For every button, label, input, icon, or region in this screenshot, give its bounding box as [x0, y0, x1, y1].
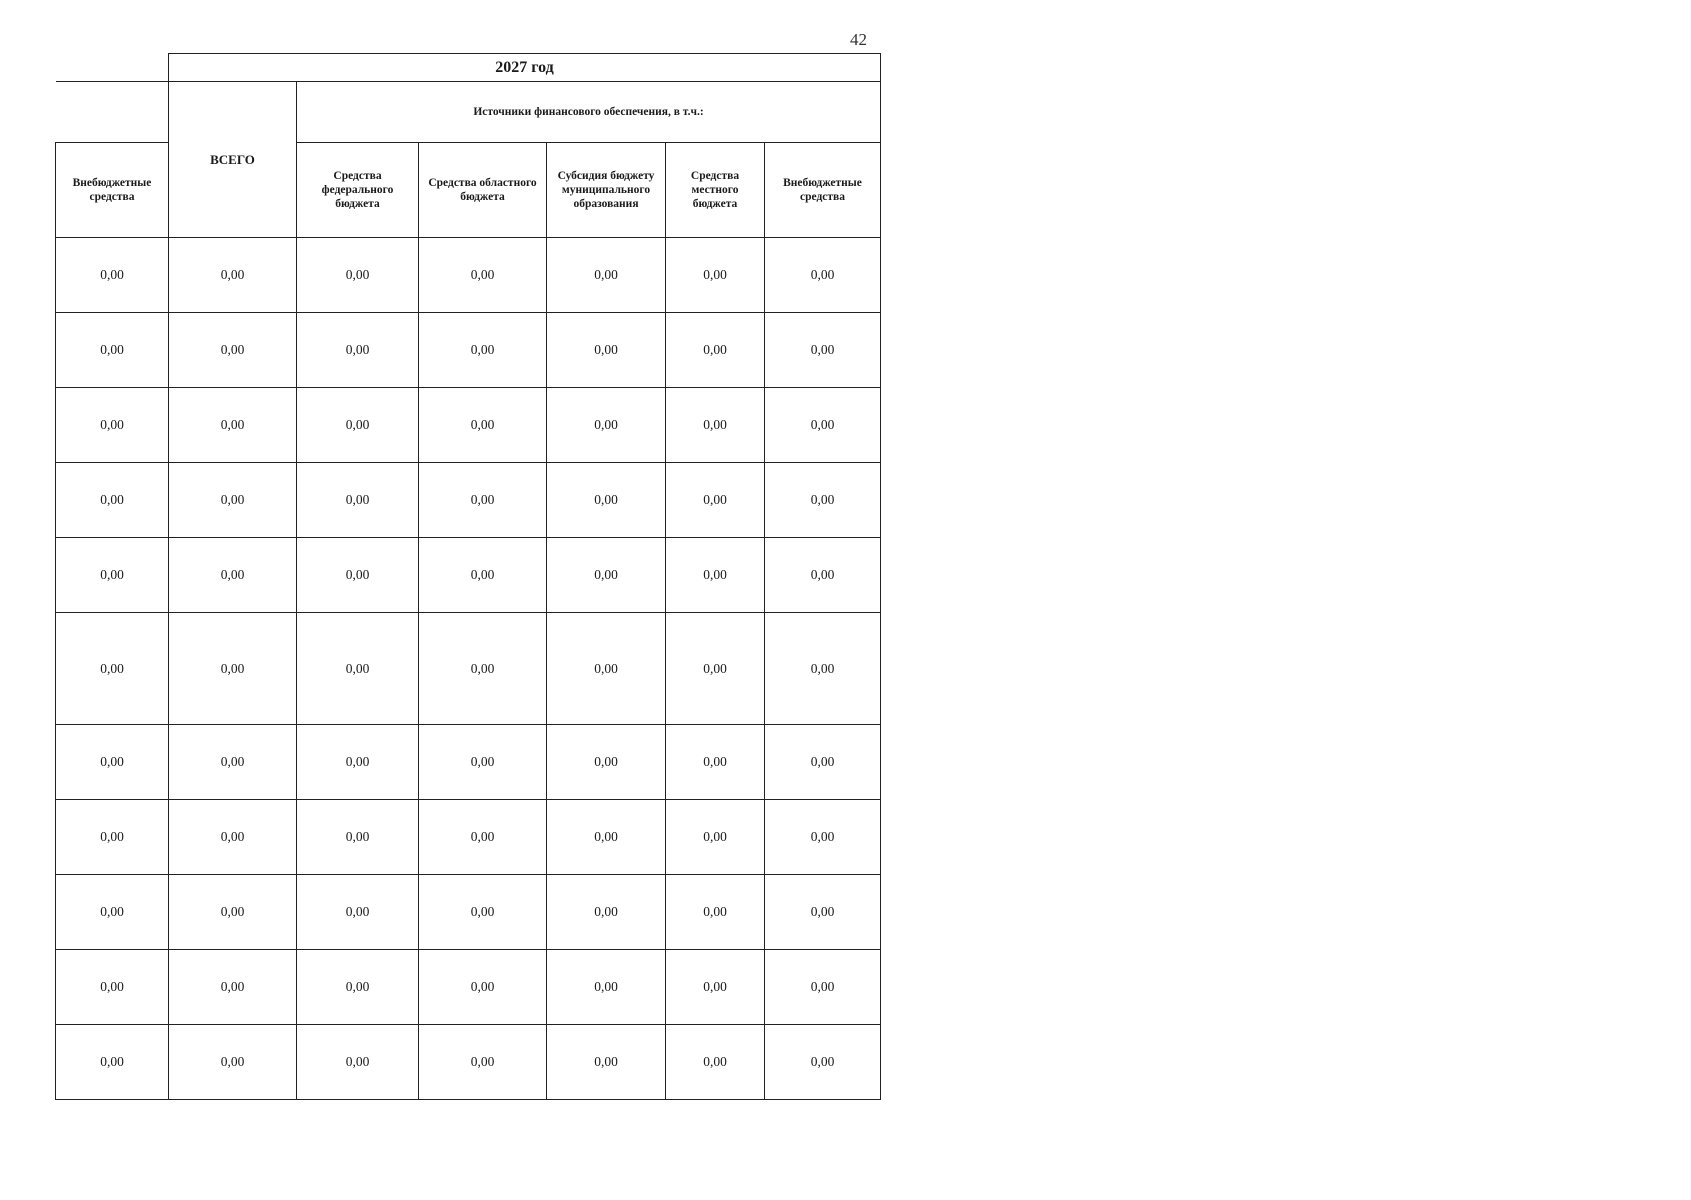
table-cell: 0,00 [765, 463, 881, 538]
total-header: ВСЕГО [169, 82, 297, 238]
table-cell: 0,00 [765, 388, 881, 463]
table-cell: 0,00 [547, 800, 666, 875]
table-cell: 0,00 [419, 388, 547, 463]
table-cell: 0,00 [169, 613, 297, 725]
table-row [56, 875, 881, 950]
table-cell: 0,00 [169, 1025, 297, 1100]
table-cell: 0,00 [547, 538, 666, 613]
table-cell: 0,00 [419, 538, 547, 613]
table-cell: 0,00 [765, 800, 881, 875]
table-cell: 0,00 [547, 313, 666, 388]
table-cell: 0,00 [547, 388, 666, 463]
table-cell: 0,00 [56, 538, 169, 613]
table-cell: 0,00 [547, 238, 666, 313]
table-cell: 0,00 [297, 875, 419, 950]
table-row [56, 238, 881, 313]
table-cell: 0,00 [765, 238, 881, 313]
table-cell: 0,00 [297, 388, 419, 463]
table-cell: 0,00 [765, 538, 881, 613]
sources-header: Источники финансового обеспечения, в т.ч.: [297, 82, 881, 143]
table-cell: 0,00 [666, 388, 765, 463]
table-cell: 0,00 [297, 1025, 419, 1100]
table-cell: 0,00 [666, 538, 765, 613]
table-cell: 0,00 [297, 238, 419, 313]
table-row [56, 313, 881, 388]
table-cell: 0,00 [666, 313, 765, 388]
table-cell: 0,00 [547, 1025, 666, 1100]
table-cell: 0,00 [419, 238, 547, 313]
column-header-subsidy: Субсидия бюджету муниципального образования [547, 143, 666, 238]
header-blank-cell [56, 82, 169, 143]
table-cell: 0,00 [56, 238, 169, 313]
table-cell: 0,00 [169, 725, 297, 800]
table-cell: 0,00 [56, 613, 169, 725]
table-row [56, 613, 881, 725]
table-cell: 0,00 [169, 875, 297, 950]
page-number: 42 [850, 30, 867, 49]
table-cell: 0,00 [56, 463, 169, 538]
table-cell: 0,00 [666, 800, 765, 875]
table-cell: 0,00 [169, 238, 297, 313]
table-cell: 0,00 [765, 613, 881, 725]
table-body [56, 238, 881, 1100]
table-cell: 0,00 [56, 313, 169, 388]
table-cell: 0,00 [765, 725, 881, 800]
table-cell: 0,00 [297, 463, 419, 538]
table-cell: 0,00 [419, 950, 547, 1025]
table-cell: 0,00 [56, 725, 169, 800]
table-cell: 0,00 [297, 313, 419, 388]
table-cell: 0,00 [297, 800, 419, 875]
table-cell: 0,00 [56, 950, 169, 1025]
table-cell: 0,00 [666, 725, 765, 800]
table-header [56, 54, 881, 238]
table-cell: 0,00 [765, 950, 881, 1025]
table-cell: 0,00 [547, 725, 666, 800]
table-cell: 0,00 [547, 613, 666, 725]
table-cell: 0,00 [765, 313, 881, 388]
table-cell: 0,00 [666, 950, 765, 1025]
table-cell: 0,00 [169, 313, 297, 388]
table-cell: 0,00 [56, 1025, 169, 1100]
table-cell: 0,00 [169, 463, 297, 538]
table-cell: 0,00 [666, 463, 765, 538]
table-cell: 0,00 [169, 538, 297, 613]
table-row [56, 388, 881, 463]
table-cell: 0,00 [419, 613, 547, 725]
table-row [56, 725, 881, 800]
table-cell: 0,00 [765, 875, 881, 950]
table-cell: 0,00 [419, 800, 547, 875]
table-cell: 0,00 [419, 1025, 547, 1100]
table-cell: 0,00 [666, 238, 765, 313]
table-cell: 0,00 [419, 875, 547, 950]
table-cell: 0,00 [765, 1025, 881, 1100]
column-header-offbudget-left: Внебюджетные средства [56, 143, 169, 238]
table-cell: 0,00 [666, 1025, 765, 1100]
table-cell: 0,00 [56, 800, 169, 875]
table-cell: 0,00 [169, 950, 297, 1025]
table-cell: 0,00 [666, 613, 765, 725]
table-cell: 0,00 [169, 800, 297, 875]
table-row [56, 950, 881, 1025]
table-cell: 0,00 [547, 463, 666, 538]
table-cell: 0,00 [547, 875, 666, 950]
table-row [56, 538, 881, 613]
header-blank-cell [56, 54, 169, 82]
table-cell: 0,00 [297, 725, 419, 800]
table-cell: 0,00 [547, 950, 666, 1025]
column-header-offbudget: Внебюджетные средства [765, 143, 881, 238]
table-cell: 0,00 [297, 950, 419, 1025]
budget-table [55, 53, 881, 1100]
column-header-regional: Средства областного бюджета [419, 143, 547, 238]
table-cell: 0,00 [56, 875, 169, 950]
table-cell: 0,00 [56, 388, 169, 463]
table-cell: 0,00 [419, 725, 547, 800]
table-row [56, 463, 881, 538]
table-cell: 0,00 [169, 388, 297, 463]
table-cell: 0,00 [666, 875, 765, 950]
table-row [56, 1025, 881, 1100]
table-row [56, 800, 881, 875]
table-cell: 0,00 [419, 313, 547, 388]
column-header-federal: Средства федерального бюджета [297, 143, 419, 238]
table-cell: 0,00 [419, 463, 547, 538]
table-cell: 0,00 [297, 613, 419, 725]
table-cell: 0,00 [297, 538, 419, 613]
column-header-local: Средства местного бюджета [666, 143, 765, 238]
year-header: 2027 год [169, 54, 881, 82]
